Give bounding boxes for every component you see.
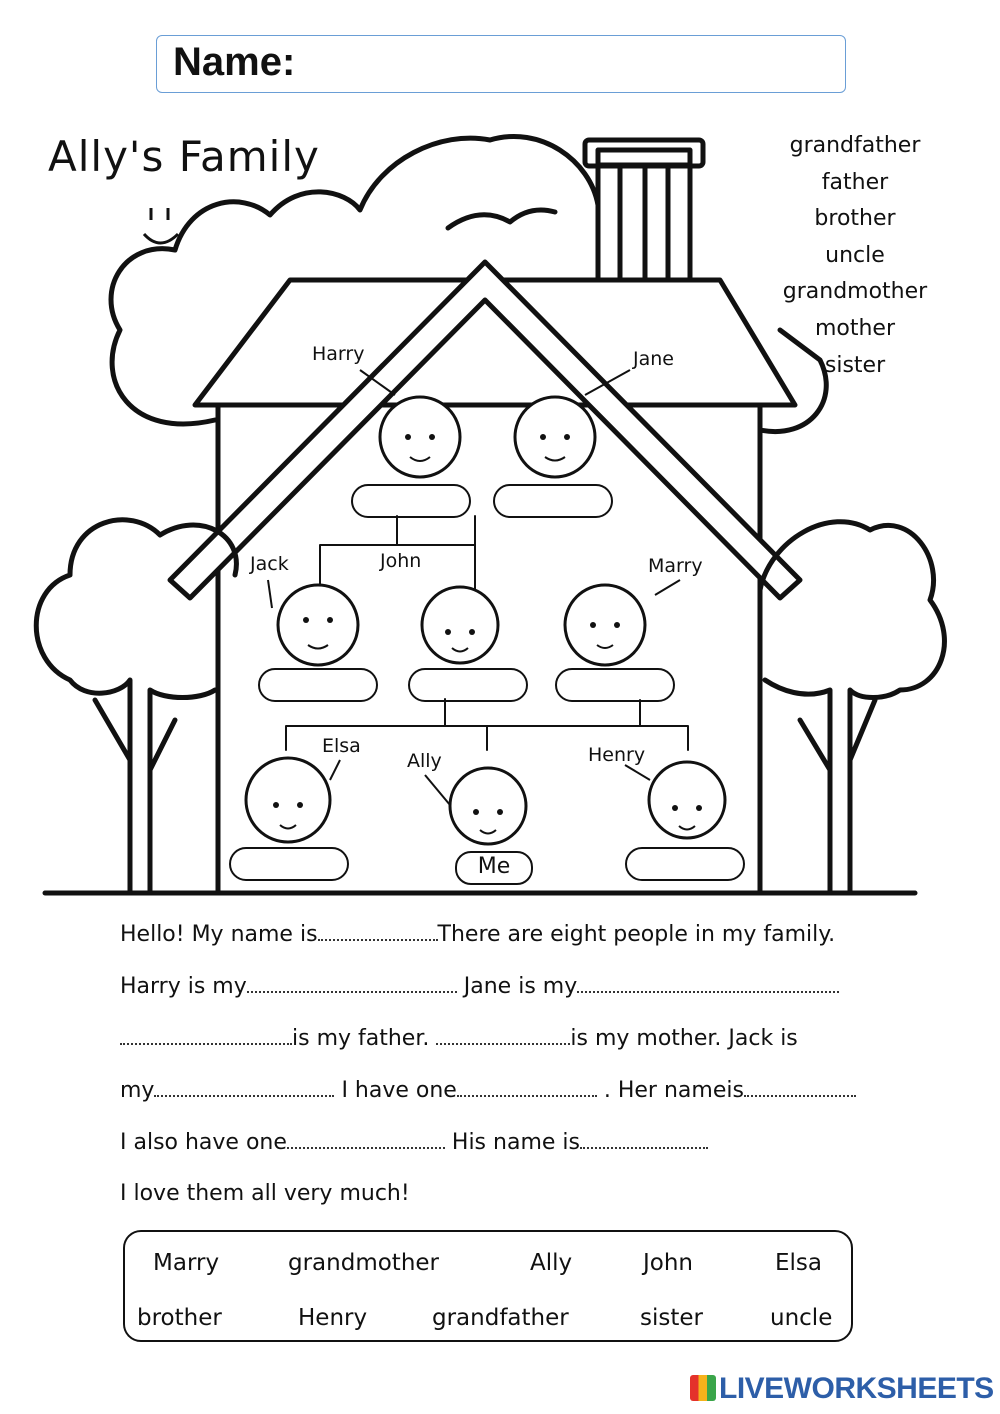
answer-box-harry[interactable] — [351, 484, 471, 518]
word-bank-item[interactable]: sister — [640, 1305, 703, 1331]
sentence-text: His name is — [451, 1130, 580, 1155]
answer-blank[interactable] — [457, 1077, 597, 1097]
answer-box-marry[interactable] — [555, 668, 675, 702]
answer-blank[interactable] — [287, 1129, 445, 1149]
answer-box-jane[interactable] — [493, 484, 613, 518]
answer-box-john[interactable] — [408, 668, 528, 702]
person-label-elsa: Elsa — [322, 735, 361, 757]
henry-face — [649, 762, 725, 838]
person-label-harry: Harry — [312, 343, 365, 365]
word-bank-item[interactable]: Elsa — [775, 1250, 822, 1276]
person-label-marry: Marry — [648, 555, 703, 577]
sentence-text: Hello! My name is — [120, 922, 318, 947]
name-label: Name: — [173, 40, 296, 84]
answer-blank[interactable] — [436, 1025, 570, 1045]
sentence-line-1 — [120, 921, 835, 947]
answer-blank[interactable] — [580, 1129, 708, 1149]
sentence-text: is my father. — [292, 1026, 430, 1051]
person-label-ally: Ally — [407, 750, 442, 772]
liveworksheets-logo — [690, 1372, 994, 1406]
word-bank-item[interactable]: Henry — [298, 1305, 368, 1331]
word-bank-item[interactable]: grandmother — [288, 1250, 440, 1276]
sentence-line-6: I love them all very much! — [120, 1181, 410, 1206]
person-label-jane: Jane — [633, 348, 674, 370]
marry-face — [565, 585, 645, 665]
sentence-line-3 — [120, 1025, 798, 1051]
bird-icon — [448, 210, 555, 228]
jack-face — [278, 585, 358, 665]
word-list-item: brother — [814, 206, 896, 232]
sentence-text: . Her nameis — [603, 1078, 744, 1103]
page-title: Ally's Family — [48, 132, 320, 181]
answer-blank[interactable] — [577, 973, 839, 993]
word-bank-item[interactable]: Marry — [153, 1250, 220, 1276]
word-bank-item[interactable]: grandfather — [432, 1305, 569, 1331]
answer-box-henry[interactable] — [625, 847, 745, 881]
word-list-item: sister — [824, 352, 886, 378]
harry-face — [380, 397, 460, 477]
word-bank — [123, 1230, 853, 1342]
answer-blank[interactable] — [247, 973, 457, 993]
sentence-line-2 — [120, 973, 839, 999]
sentence-text: There are eight people in my family. — [437, 922, 836, 947]
logo-mark-icon — [690, 1375, 716, 1401]
sentence-text: my — [120, 1078, 155, 1103]
sentence-text: I also have one — [120, 1130, 287, 1155]
answer-box-jack[interactable] — [258, 668, 378, 702]
answer-box-elsa[interactable] — [229, 847, 349, 881]
word-list-item: mother — [814, 315, 896, 341]
word-bank-item[interactable]: uncle — [770, 1305, 833, 1331]
sentence-text: is my mother. Jack is — [570, 1026, 798, 1051]
sentence-text: Harry is my — [120, 974, 247, 999]
word-list-item: grandfather — [789, 133, 921, 158]
word-list-item: grandmother — [782, 279, 928, 305]
word-list-item: uncle — [825, 242, 885, 268]
sentence-line-4 — [120, 1077, 856, 1103]
me-label: Me — [455, 851, 533, 885]
jane-face — [515, 397, 595, 477]
answer-blank[interactable] — [318, 921, 438, 941]
answer-blank[interactable] — [120, 1025, 292, 1045]
answer-blank[interactable] — [744, 1077, 856, 1097]
person-label-henry: Henry — [588, 744, 646, 766]
sentence-line-5 — [120, 1129, 708, 1155]
answer-blank[interactable] — [154, 1077, 334, 1097]
sentence-text: Jane is my — [463, 974, 578, 999]
logo-text: LIVEWORKSHEETS — [719, 1372, 994, 1405]
sentence-text: I have one — [341, 1078, 457, 1103]
person-label-john: John — [380, 550, 422, 572]
person-label-jack: Jack — [250, 553, 289, 575]
word-bank-item[interactable]: brother — [137, 1305, 222, 1331]
word-list-item: father — [821, 169, 889, 195]
word-bank-item[interactable]: John — [643, 1250, 694, 1276]
word-bank-item[interactable]: Ally — [530, 1250, 573, 1276]
